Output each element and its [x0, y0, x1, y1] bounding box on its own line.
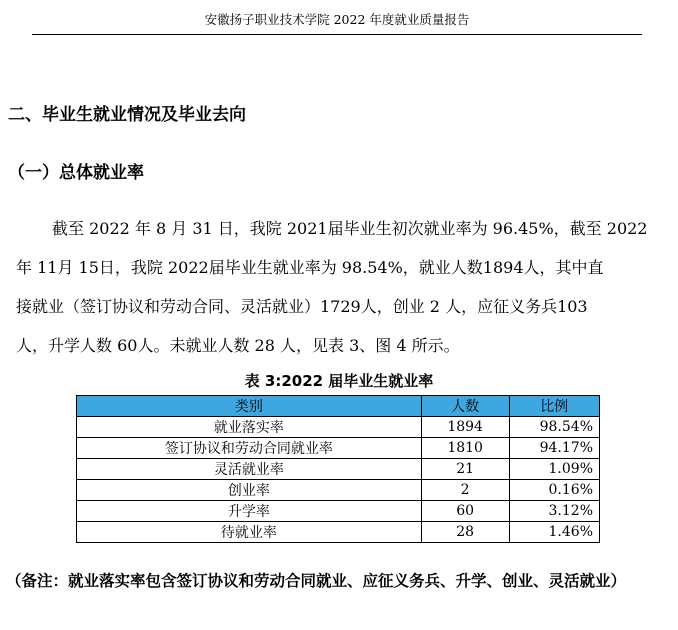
- section-heading: 二、毕业生就业情况及毕业去向: [8, 105, 246, 125]
- table-row: [77, 417, 600, 438]
- cell-category: 灵活就业率: [77, 459, 422, 480]
- paragraph-line-2: 年 11月 15日，我院 2022届毕业生就业率为 98.54%，就业人数1894人，其中直: [16, 258, 604, 277]
- cell-category: 待就业率: [77, 522, 422, 543]
- report-header: 安徽扬子职业技术学院 2022 年度就业质量报告: [32, 10, 642, 35]
- table-row: [77, 501, 600, 522]
- cell-ratio: 98.54%: [509, 417, 599, 438]
- table-row: [77, 480, 600, 501]
- table-header-row: [77, 396, 600, 417]
- cell-ratio: 94.17%: [509, 438, 599, 459]
- cell-category: 创业率: [77, 480, 422, 501]
- column-header-ratio: 比例: [509, 396, 599, 417]
- cell-ratio: 3.12%: [509, 501, 599, 522]
- cell-ratio: 1.46%: [509, 522, 599, 543]
- employment-rate-table: [76, 395, 600, 543]
- cell-count: 60: [421, 501, 509, 522]
- cell-count: 28: [421, 522, 509, 543]
- cell-category: 就业落实率: [77, 417, 422, 438]
- column-header-category: 类别: [77, 396, 422, 417]
- paragraph-line-1: 截至 2022 年 8 月 31 日，我院 2021届毕业生初次就业率为 96.45%，截至 2022: [52, 219, 648, 238]
- cell-category: 升学率: [77, 501, 422, 522]
- column-header-count: 人数: [421, 396, 509, 417]
- table-note: （备注：就业落实率包含签订协议和劳动合同就业、应征义务兵、升学、创业、灵活就业）: [6, 572, 627, 590]
- cell-ratio: 1.09%: [509, 459, 599, 480]
- cell-category: 签订协议和劳动合同就业率: [77, 438, 422, 459]
- subsection-heading: （一）总体就业率: [8, 163, 144, 183]
- cell-count: 21: [421, 459, 509, 480]
- cell-count: 2: [421, 480, 509, 501]
- cell-count: 1810: [421, 438, 509, 459]
- paragraph-line-4: 人，升学人数 60人。未就业人数 28 人，见表 3、图 4 所示。: [16, 336, 460, 355]
- table-caption: 表 3:2022 届毕业生就业率: [244, 372, 434, 390]
- paragraph-line-3: 接就业（签订协议和劳动合同、灵活就业）1729人，创业 2 人，应征义务兵103: [16, 297, 588, 316]
- cell-count: 1894: [421, 417, 509, 438]
- cell-ratio: 0.16%: [509, 480, 599, 501]
- table-row: [77, 522, 600, 543]
- table-row: [77, 459, 600, 480]
- table-row: [77, 438, 600, 459]
